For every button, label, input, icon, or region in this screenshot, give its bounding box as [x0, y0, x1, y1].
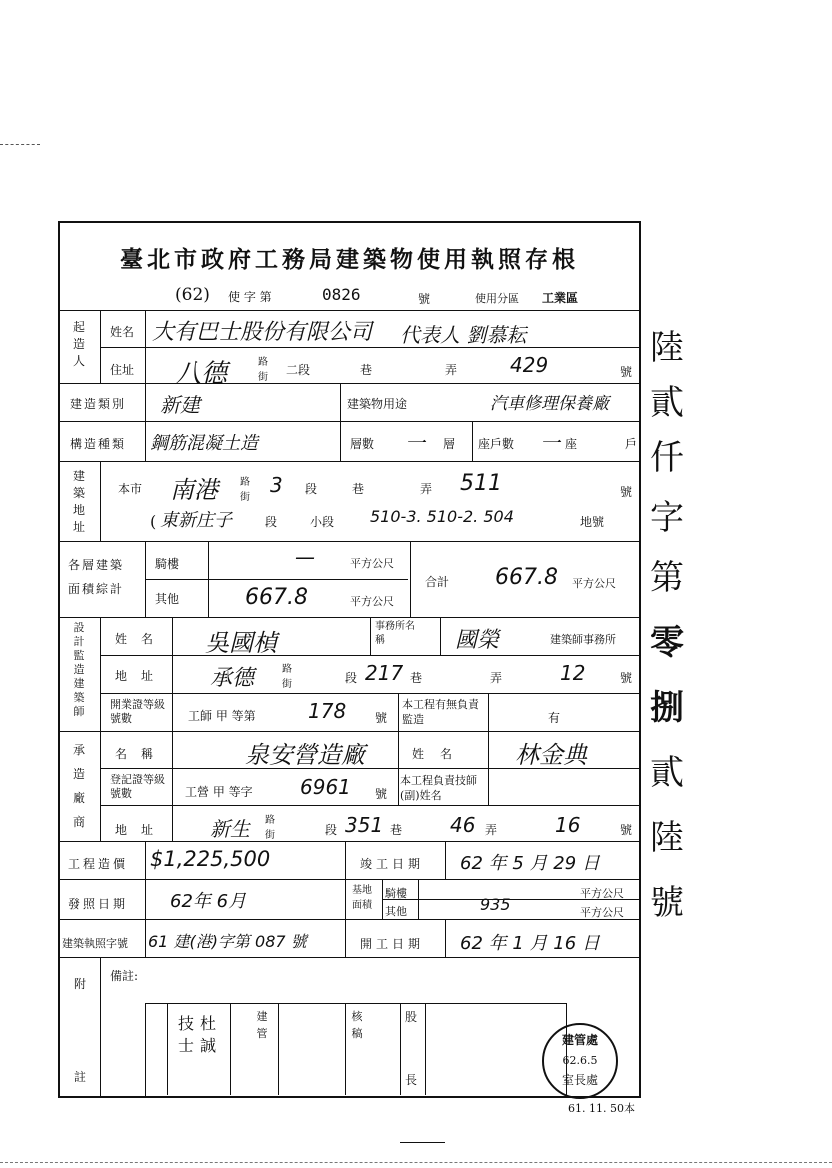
builder-rep: 代表人 劉慕耘 — [400, 323, 527, 347]
side-char-4: 字 — [650, 498, 684, 538]
print-mark: 61. 11. 50本 — [568, 1102, 635, 1115]
contractor-addr-lane: 351 — [345, 813, 384, 837]
architect-office-label: 事務所名稱 — [375, 621, 415, 646]
zone-label: 使用分區 — [475, 292, 519, 305]
units-unit: 座 — [565, 437, 578, 451]
contractor-reg-label: 登記證等級號數 — [110, 773, 165, 800]
site-alley-unit: 弄 — [420, 482, 433, 496]
remarks-col3: 核稿 — [351, 1010, 363, 1040]
builder-name-label: 姓名 — [110, 325, 135, 339]
start-label: 開工日期 — [360, 937, 425, 951]
remarks-col4: 股 — [405, 1010, 418, 1024]
site-road: 南港 — [170, 476, 218, 504]
area-arcade-label: 騎樓 — [155, 557, 180, 571]
floors-unit: 層 — [443, 437, 456, 451]
done-label: 竣工日期 — [360, 857, 425, 871]
side-char-1: 陸 — [650, 328, 684, 368]
builder-addr-sec: 二段 — [286, 363, 311, 377]
cost-label: 工程造價 — [68, 857, 129, 871]
scan-mark-bottom — [400, 1142, 445, 1143]
contractor-addr-no: 16 — [555, 813, 581, 837]
area-other-label: 其他 — [155, 592, 180, 606]
side-char-9: 陸 — [650, 818, 684, 858]
site-no-unit: 號 — [620, 485, 633, 499]
architect-addr-no-unit: 號 — [620, 671, 633, 685]
contractor-reg-grade: 工營 甲 等字 — [185, 785, 253, 799]
side-char-10: 號 — [650, 883, 684, 923]
side-char-6: 零 — [650, 623, 684, 663]
site-section: 建築地址 — [72, 469, 85, 534]
base-other-value: 935 — [480, 895, 511, 914]
contractor-section: 承造廠商 — [72, 743, 85, 829]
license-char: 使 字 第 — [228, 290, 272, 304]
permit-label: 建築執照字號 — [62, 937, 128, 950]
side-char-8: 貳 — [650, 753, 684, 793]
site-sec-unit: 段 — [305, 482, 318, 496]
builder-section: 起造人 — [72, 320, 85, 368]
side-char-3: 仟 — [650, 438, 684, 478]
architect-addr-lane: 217 — [365, 661, 404, 685]
license-suffix: 號 — [418, 292, 431, 306]
base-arcade: 騎樓 — [385, 887, 407, 900]
type-value: 新建 — [160, 393, 200, 417]
area-unit-3: 平方公尺 — [572, 577, 616, 590]
architect-addr-no: 12 — [560, 661, 586, 685]
site-lane-unit: 巷 — [352, 482, 365, 496]
remarks-col1: 技士 — [178, 1014, 195, 1055]
architect-reg-suffix: 號 — [375, 711, 388, 725]
units-label: 座戶數 — [478, 437, 515, 451]
zone-value: 工業區 — [542, 291, 579, 305]
contractor-addr-road: 新生 — [210, 817, 250, 841]
area-total-label: 合計 — [425, 575, 450, 589]
floors-value: 一 — [405, 431, 425, 455]
architect-office-suffix: 建築師事務所 — [550, 633, 616, 646]
scan-mark — [0, 144, 40, 145]
area-unit-2: 平方公尺 — [350, 595, 394, 608]
site-lot-nos: 510-3. 510-2. 504 — [370, 507, 514, 526]
license-no: 0826 — [322, 285, 361, 304]
builder-addr-no-unit: 號 — [620, 365, 633, 379]
site-lot-unit: 地號 — [580, 515, 605, 529]
builder-addr-alley: 弄 — [445, 363, 458, 377]
builder-addr-label: 住址 — [110, 363, 135, 377]
contractor-tech-label: 本工程負責技師(副)姓名 — [400, 774, 477, 802]
side-char-7: 捌 — [650, 688, 684, 728]
builder-addr-road: 八德 — [175, 359, 228, 389]
units-value: 一 — [540, 431, 560, 455]
area-section: 各層建築面積綜計 — [68, 558, 125, 596]
type-label: 建造類別 — [70, 397, 127, 411]
builder-name: 大有巴士股份有限公司 — [152, 320, 373, 345]
architect-addr-road: 承德 — [210, 666, 255, 691]
base-label: 基地面積 — [352, 885, 372, 911]
contractor-addr-alley: 46 — [450, 813, 476, 837]
architect-addr-sec-unit: 段 — [345, 671, 358, 685]
architect-supervise-value: 有 — [548, 711, 561, 725]
permit-value: 61 建(港)字第 087 號 — [148, 932, 307, 951]
site-lot-area: 東新庄子 — [160, 510, 232, 531]
issue-value: 62年 6月 — [170, 891, 247, 912]
floors-label: 層數 — [350, 437, 375, 451]
contractor-name-label: 名稱 — [115, 747, 168, 761]
architect-addr-lane-unit: 巷 — [410, 671, 423, 685]
seal-stamp: 建管處 62.6.5 室長處 — [542, 1023, 618, 1099]
cost-value: $1,225,500 — [150, 847, 271, 871]
area-arcade-value: — — [295, 545, 315, 569]
license-form: 臺北市政府工務局建築物使用執照存根 (62) 使 字 第 0826 號 使用分區 工業區 起造人 姓名 大有巴士股份有限公司 代表人 劉慕耘 住址 八德 路街 二段 巷 弄 429 號 建造類別 新建 建築物用途 汽車修理保養廠 構造種類 鋼筋混凝土造 層數 一 層 座戶數 一 座 戶 建築地址 本市 南港 路街 3 段 巷 弄 511 號 ( 東新庄子 段 小段 510-3. 510-2. 504 地號 各層建築面積綜計 騎樓 其他 — 平方公尺 667.8 平方公尺 合計 667.8 平方公尺 設計監造建築師 姓名 吳國楨 事務所名稱 國榮 建築師事務所 地址 承德 路街 段 217 巷 弄 12 號 開業證等級號數 工師 甲 等第 178 號 本工程有無負責監造 有 承造廠商 名稱 泉安營造廠 姓名 林金典 登記證等級號數 工營 甲 等字 6961 號 本工程負責技師(副)姓名 地址 新生 路街 段 351 巷 46 弄 16 號 工程造價 $1,225,500 竣工日期 62 年 5 月 29 日 發照日期 62年 6月 基地面積 騎樓 其他 平方公尺 935 平方公尺 建築執照字號 61 建(港)字第 087 號 開工日期 62 年 1 月 16 日 附 註 備註: 技士 杜誠 建管 核稿 股 長 建管處 62.6.5 室長處 — [58, 221, 641, 1098]
site-road-unit: 路街 — [240, 477, 250, 503]
issue-label: 發照日期 — [68, 897, 129, 911]
contractor-name: 泉安營造廠 — [245, 741, 365, 769]
contractor-reg-suffix: 號 — [375, 787, 388, 801]
architect-name: 吳國楨 — [205, 629, 277, 657]
form-title: 臺北市政府工務局建築物使用執照存根 — [120, 246, 579, 273]
architect-supervise-label: 本工程有無負責監造 — [402, 698, 479, 726]
architect-addr-alley-unit: 弄 — [490, 671, 503, 685]
scan-edge — [0, 1162, 832, 1163]
site-city: 本市 — [118, 482, 143, 496]
architect-reg-label: 開業證等級號數 — [110, 698, 165, 725]
structure-value: 鋼筋混凝土造 — [150, 433, 258, 454]
side-char-2: 貳 — [650, 383, 684, 423]
builder-addr-lane: 巷 — [360, 363, 373, 377]
architect-addr-road-unit: 路街 — [282, 664, 292, 690]
start-value: 62 年 1 月 16 日 — [460, 933, 600, 954]
structure-label: 構造種類 — [70, 437, 127, 451]
site-no: 511 — [460, 471, 502, 496]
architect-addr-label: 地址 — [115, 669, 168, 683]
remarks-col5: 長 — [405, 1073, 418, 1087]
remarks-section-2: 註 — [74, 1070, 87, 1084]
side-char-5: 第 — [650, 558, 684, 598]
area-other-value: 667.8 — [245, 585, 308, 610]
remarks-section-1: 附 — [74, 977, 87, 991]
architect-section: 設計監造建築師 — [73, 621, 85, 718]
architect-office: 國榮 — [455, 628, 500, 653]
base-unit-2: 平方公尺 — [580, 906, 624, 919]
remarks-label: 備註: — [110, 969, 139, 983]
builder-addr-road-unit: 路街 — [258, 357, 268, 383]
site-lot-sec: 段 — [265, 515, 278, 529]
units-unit2: 戶 — [625, 437, 638, 451]
contractor-addr-lane-unit: 巷 — [390, 823, 403, 837]
license-prefix: (62) — [175, 285, 210, 305]
builder-addr-no: 429 — [510, 353, 549, 377]
site-lot-sub: 小段 — [310, 515, 335, 529]
area-unit-1: 平方公尺 — [350, 557, 394, 570]
contractor-addr-label: 地址 — [115, 823, 168, 837]
contractor-addr-road-unit: 路街 — [265, 815, 275, 841]
remarks-col2: 建管 — [256, 1010, 268, 1040]
done-value: 62 年 5 月 29 日 — [460, 853, 600, 874]
contractor-person: 林金典 — [515, 741, 587, 769]
architect-reg-grade: 工師 甲 等第 — [188, 709, 256, 723]
base-other: 其他 — [385, 905, 407, 918]
site-sec: 3 — [270, 473, 283, 497]
base-unit-1: 平方公尺 — [580, 887, 624, 900]
remarks-col1-name: 杜誠 — [200, 1014, 217, 1055]
contractor-addr-alley-unit: 弄 — [485, 823, 498, 837]
use-value: 汽車修理保養廠 — [490, 394, 609, 414]
area-total-value: 667.8 — [495, 565, 558, 590]
contractor-addr-no-unit: 號 — [620, 823, 633, 837]
contractor-person-label: 姓名 — [412, 747, 469, 761]
use-label: 建築物用途 — [347, 397, 408, 411]
contractor-reg-no: 6961 — [300, 775, 351, 799]
architect-name-label: 姓名 — [115, 632, 168, 646]
contractor-addr-sec-unit: 段 — [325, 823, 338, 837]
architect-reg-no: 178 — [308, 699, 347, 723]
